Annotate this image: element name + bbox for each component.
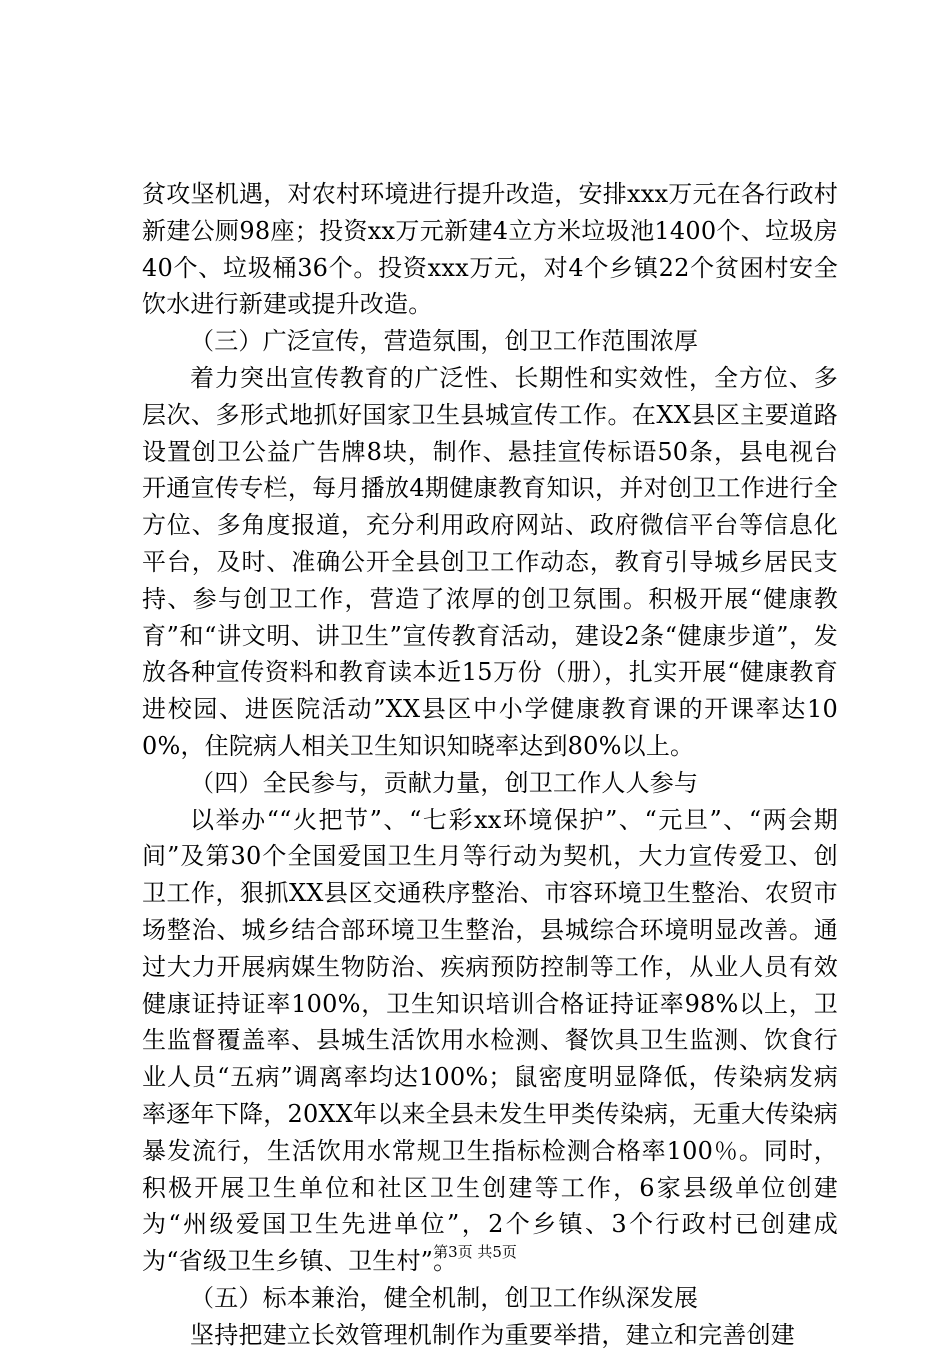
section-heading-3: （三）广泛宣传，营造氛围，创卫工作范围浓厚 [190,327,699,356]
paragraph-publicity: 着力突出宣传教育的广泛性、长期性和实效性，全方位、多层次、多形式地抓好国家卫生县城宣传工作。在XX县区主要道路设置创卫公益广告牌8块，制作、悬挂宣传标语50条，县电视台开通宣传专栏，每月播放4期健康教育知识，并对创卫工作进行全方位、多角度报道，充分利用政府网站、政府微信平台等信息化平台，及时、准确公开全县创卫工作动态，教育引导城乡居民支持、参与创卫工作，营造了浓厚的创卫氛围。积极开展“健康教育”和“讲文明、讲卫生”宣传教育活动，建设2条“健康步道”，发放各种宣传资料和教育读本近15万份（册），扎实开展“健康教育进校园、进医院活动”XX县区中小学健康教育课的开课率达100%，住院病人相关卫生知识知晓率达到80%以上。 [142,363,838,760]
page-footer: 第3页 共5页 [433,1243,517,1261]
paragraph-continuation: 贫攻坚机遇，对农村环境进行提升改造，安排xxx万元在各行政村新建公厕98座；投资xx万元新建4立方米垃圾池1400个、垃圾房40个、垃圾桶36个。投资xxx万元，对4个乡镇22个贫困村安全饮水进行新建或提升改造。 [142,180,838,319]
section-heading-4: （四）全民参与，贡献力量，创卫工作人人参与 [190,768,699,797]
paragraph-mechanism: 坚持把建立长效管理机制作为重要举措，建立和完善创建 [190,1320,795,1349]
section-heading-5: （五）标本兼治，健全机制，创卫工作纵深发展 [190,1283,699,1312]
document-body [142,176,838,1354]
paragraph-participation: 以举办““火把节”、“七彩xx环境保护”、“元旦”、“两会期间”及第30个全国爱国卫生月等行动为契机，大力宣传爱卫、创卫工作，狠抓XX县区交通秩序整治、市容环境卫生整治、农贸市场整治、城乡结合部环境卫生整治，县城综合环境明显改善。通过大力开展病媒生物防治、疾病预防控制等工作，从业人员有效健康证持证率100%，卫生知识培训合格证持证率98%以上，卫生监督覆盖率、县城生活饮用水检测、餐饮具卫生监测、饮食行业人员“五病”调离率均达100%；鼠密度明显降低，传染病发病率逐年下降，20XX年以来全县未发生甲类传染病，无重大传染病暴发流行，生活饮用水常规卫生指标检测合格率100％。同时，积极开展卫生单位和社区卫生创建等工作，6家县级单位创建为“州级爱国卫生先进单位”，2个乡镇、3个行政村已创建成为“省级卫生乡镇、卫生村”。 [142,805,838,1276]
